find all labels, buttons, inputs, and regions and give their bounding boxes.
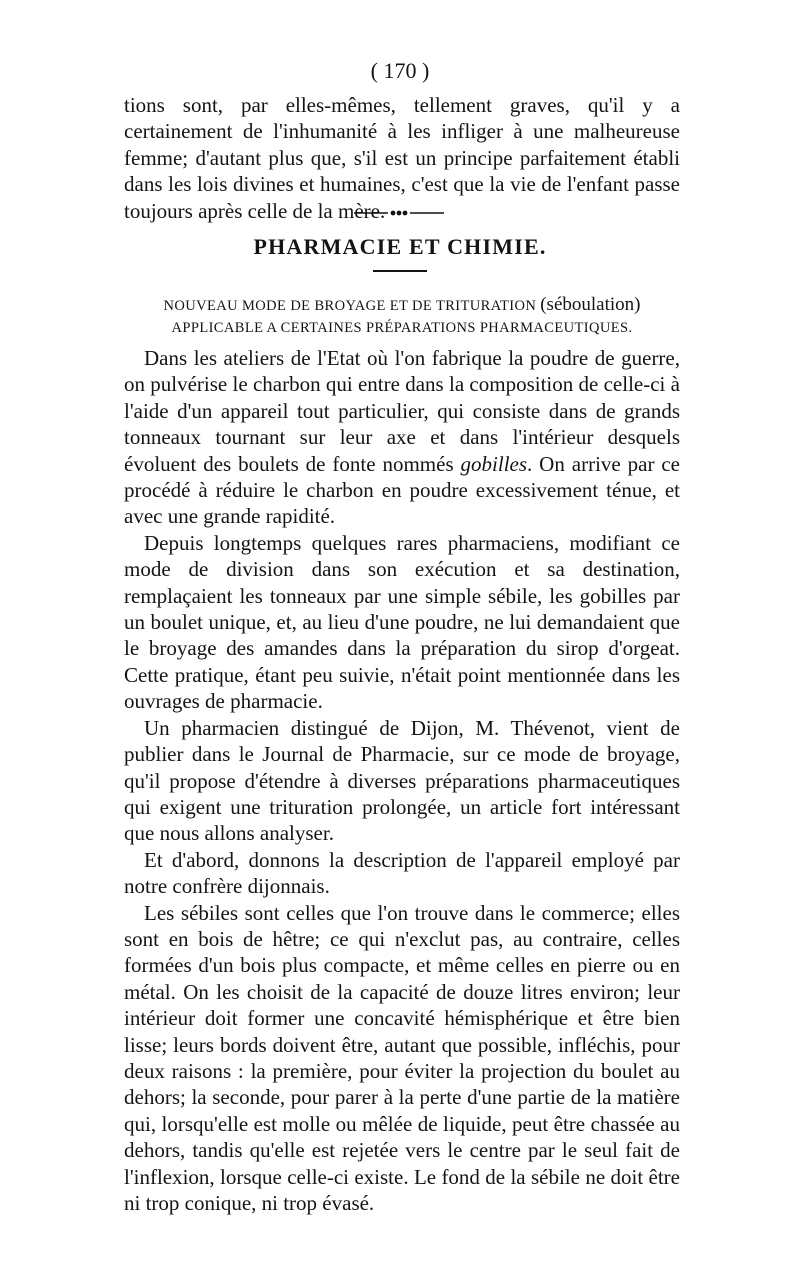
paragraph-2: Depuis longtemps quelques rares pharmaciens, modifiant ce mode de division dans son exécution et sa destination, remplaçaient les tonneaux par une simple sébile, les gobilles par un boulet unique, et, au lieu d'une poudre, ne lui demandaient que le broyage des amandes dans la préparation du sirop d'orgeat. Cette pratique, étant peu suivie, n'était point mentionnée dans les ouvrages de pharmacie. <box>124 530 680 714</box>
article-body <box>124 345 680 1216</box>
paragraph-1-text-b: . On arrive par ce procédé à réduire le charbon en poudre excessivement ténue, et avec une grande rapidité. <box>124 451 680 529</box>
page-number: ( 170 ) <box>370 58 430 83</box>
ornament-divider <box>354 210 444 216</box>
carryover-text <box>124 92 680 224</box>
section-title: PHARMACIE ET CHIMIE. <box>253 234 547 259</box>
title-rule <box>373 270 427 272</box>
paragraph-1-italic: gobilles <box>460 451 528 476</box>
paragraph-4: Et d'abord, donnons la description de l'appareil employé par notre confrère dijonnais. <box>124 847 680 899</box>
carryover-paragraph: tions sont, par elles-mêmes, tellement graves, qu'il y a certainement de l'inhumanité à les infliger à une malheureuse femme; d'autant plus que, s'il est un principe parfaitement établi dans les lois divines et humaines, c'est que la vie de l'enfant passe toujours après celle de la mère. <box>124 93 680 223</box>
paragraph-1-text-a: Dans les ateliers de l'Etat où l'on fabrique la poudre de guerre, on pulvérise le charbon qui entre dans la composition de celle-ci à l'aide d'un appareil tout particulier, qui consiste dans de grands tonneaux tournant sur leur axe et dans l'intérieur desquels évoluent des boulets de fonte nommés <box>124 346 680 476</box>
article-subtitle-line1 <box>124 294 680 316</box>
paragraph-3: Un pharmacien distingué de Dijon, M. Thévenot, vient de publier dans le Journal de Pharmacie, sur ce mode de broyage, qu'il propose d'étendre à diverses préparations pharmaceutiques qui exigent une trituration prolongée, un article fort intéressant que nous allons analyser. <box>124 715 680 846</box>
paragraph-1 <box>124 345 680 530</box>
subtitle-caps: NOUVEAU MODE DE BROYAGE ET DE TRITURATION <box>163 298 537 314</box>
article-subtitle-line2: APPLICABLE A CERTAINES PRÉPARATIONS PHARMACEUTIQUES. <box>171 320 633 336</box>
paragraph-5: Les sébiles sont celles que l'on trouve dans le commerce; elles sont en bois de hêtre; ce qui n'exclut pas, au contraire, celles formées d'un bois plus compacte, et même celles en pierre ou en métal. On les choisit de la capacité de douze litres environ; leur intérieur doit former une concavité hémisphérique et être bien lisse; leurs bords doivent être, autant que possible, infléchis, pour deux raisons : la première, pour éviter la projection du boulet au dehors; la seconde, pour parer à la perte d'une partie de la matière qui, lorsqu'elle est molle ou mêlée de liquide, peut être chassée au dehors, tandis qu'elle est rejetée vers le centre par le seul fait de l'inflexion, lorsque celle-ci existe. Le fond de la sébile ne doit être ni trop conique, ni trop évasé. <box>124 900 680 1215</box>
subtitle-paren: (séboulation) <box>540 294 641 315</box>
